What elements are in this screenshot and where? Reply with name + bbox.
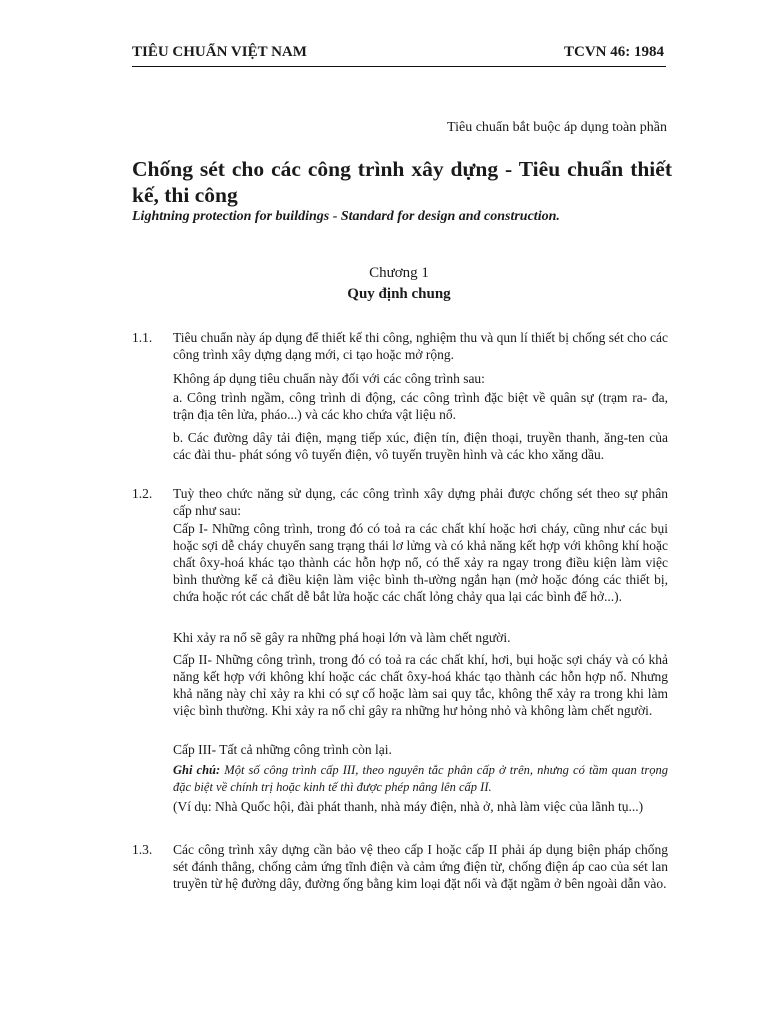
document-title: Chống sét cho các công trình xây dựng - Tiêu chuẩn thiết kế, thi công <box>132 157 672 207</box>
paragraph: Cấp III- Tất cả những công trình còn lại. <box>173 742 392 757</box>
section-number: 1.2. <box>132 486 153 501</box>
note-paragraph <box>173 762 668 796</box>
mandatory-note: Tiêu chuẩn bắt buộc áp dụng toàn phần <box>447 120 667 135</box>
section-number: 1.3. <box>132 842 153 857</box>
note-label: Ghi chú: <box>173 763 221 777</box>
document-subtitle: Lightning protection for buildings - Standard for design and construction. <box>132 209 560 224</box>
paragraph: Cấp II- Những công trình, trong đó có toả ra các chất khí, hơi, bụi hoặc sợi cháy và có khả năng kết hợp với không khí hoặc các chất ôxy-hoá khác tạo thành các hỗn hợp nổ. Nhưng khả năng này chỉ xảy ra khi có sự cố hoặc làm sai quy tắc, không thể xảy ra trong khi làm việc bình thường. Khi xảy ra nổ chỉ gây ra những hư hỏng nhỏ và không làm chết người. <box>173 652 668 718</box>
standard-name: TIÊU CHUẨN VIỆT NAM <box>132 44 307 60</box>
section-number: 1.1. <box>132 330 153 345</box>
page-header <box>132 44 664 61</box>
paragraph: Tiêu chuẩn này áp dụng để thiết kế thi công, nghiệm thu và qun lí thiết bị chống sét cho các công trình xây dựng dạng mới, ci tạo hoặc mở rộng. <box>173 330 668 362</box>
paragraph: a. Công trình ngầm, công trình di động, các công trình đặc biệt về quân sự (trạm ra- đa, trận địa tên lửa, pháo...) và các kho chứa vật liệu nổ. <box>173 390 668 422</box>
paragraph: Tuỳ theo chức năng sử dụng, các công trình xây dựng phải được chống sét theo sự phân cấp như sau: <box>173 486 668 518</box>
paragraph: Khi xảy ra nổ sẽ gây ra những phá hoại lớn và làm chết người. <box>173 630 511 645</box>
chapter-number: Chương 1 <box>369 265 429 281</box>
paragraph: (Ví dụ: Nhà Quốc hội, đài phát thanh, nhà máy điện, nhà ở, nhà làm việc của lãnh tụ...) <box>173 799 644 814</box>
header-divider <box>132 66 666 67</box>
paragraph: Cấp I- Những công trình, trong đó có toả ra các chất khí hoặc hơi cháy, cũng như các bụi hoặc sợi dễ cháy chuyển sang trạng thái lơ lửng và có khả năng kết hợp với không khí hoặc chất ôxy-hoá khác tạo thành các hỗn hợp nổ, có thể xảy ra ngay trong điều kiện làm việc bình thường kể cả điều kiện làm việc bình th-ường ngắn hạn (mở hoặc đóng các thiết bị, chứa hoặc rót các chất dễ bắt lửa hoặc các chất lỏng chảy qua lại các bình để hở...). <box>173 521 668 604</box>
paragraph: Các công trình xây dựng cần bảo vệ theo cấp I hoặc cấp II phải áp dụng biện pháp chống sét đánh thẳng, chống cảm ứng tĩnh điện và cảm ứng điện từ, chống điện áp cao của sét lan truyền từ hệ đường dây, đường ống bằng kim loại đặt nổi và đặt ngầm ở bên ngoài dẫn vào. <box>173 842 668 891</box>
note-text: Một số công trình cấp III, theo nguyên tắc phân cấp ở trên, nhưng có tầm quan trọng đặc biệt về chính trị hoặc kinh tế thì được phép nâng lên cấp II. <box>173 763 668 794</box>
chapter-name: Quy định chung <box>347 286 451 302</box>
standard-code: TCVN 46: 1984 <box>564 44 664 60</box>
paragraph: b. Các đường dây tải điện, mạng tiếp xúc, điện tín, điện thoại, truyền thanh, ăng-ten của các đài thu- phát sóng vô tuyến điện, vô tuyến truyền hình và các kho xăng dầu. <box>173 430 668 462</box>
paragraph: Không áp dụng tiêu chuẩn này đối với các công trình sau: <box>173 371 485 386</box>
